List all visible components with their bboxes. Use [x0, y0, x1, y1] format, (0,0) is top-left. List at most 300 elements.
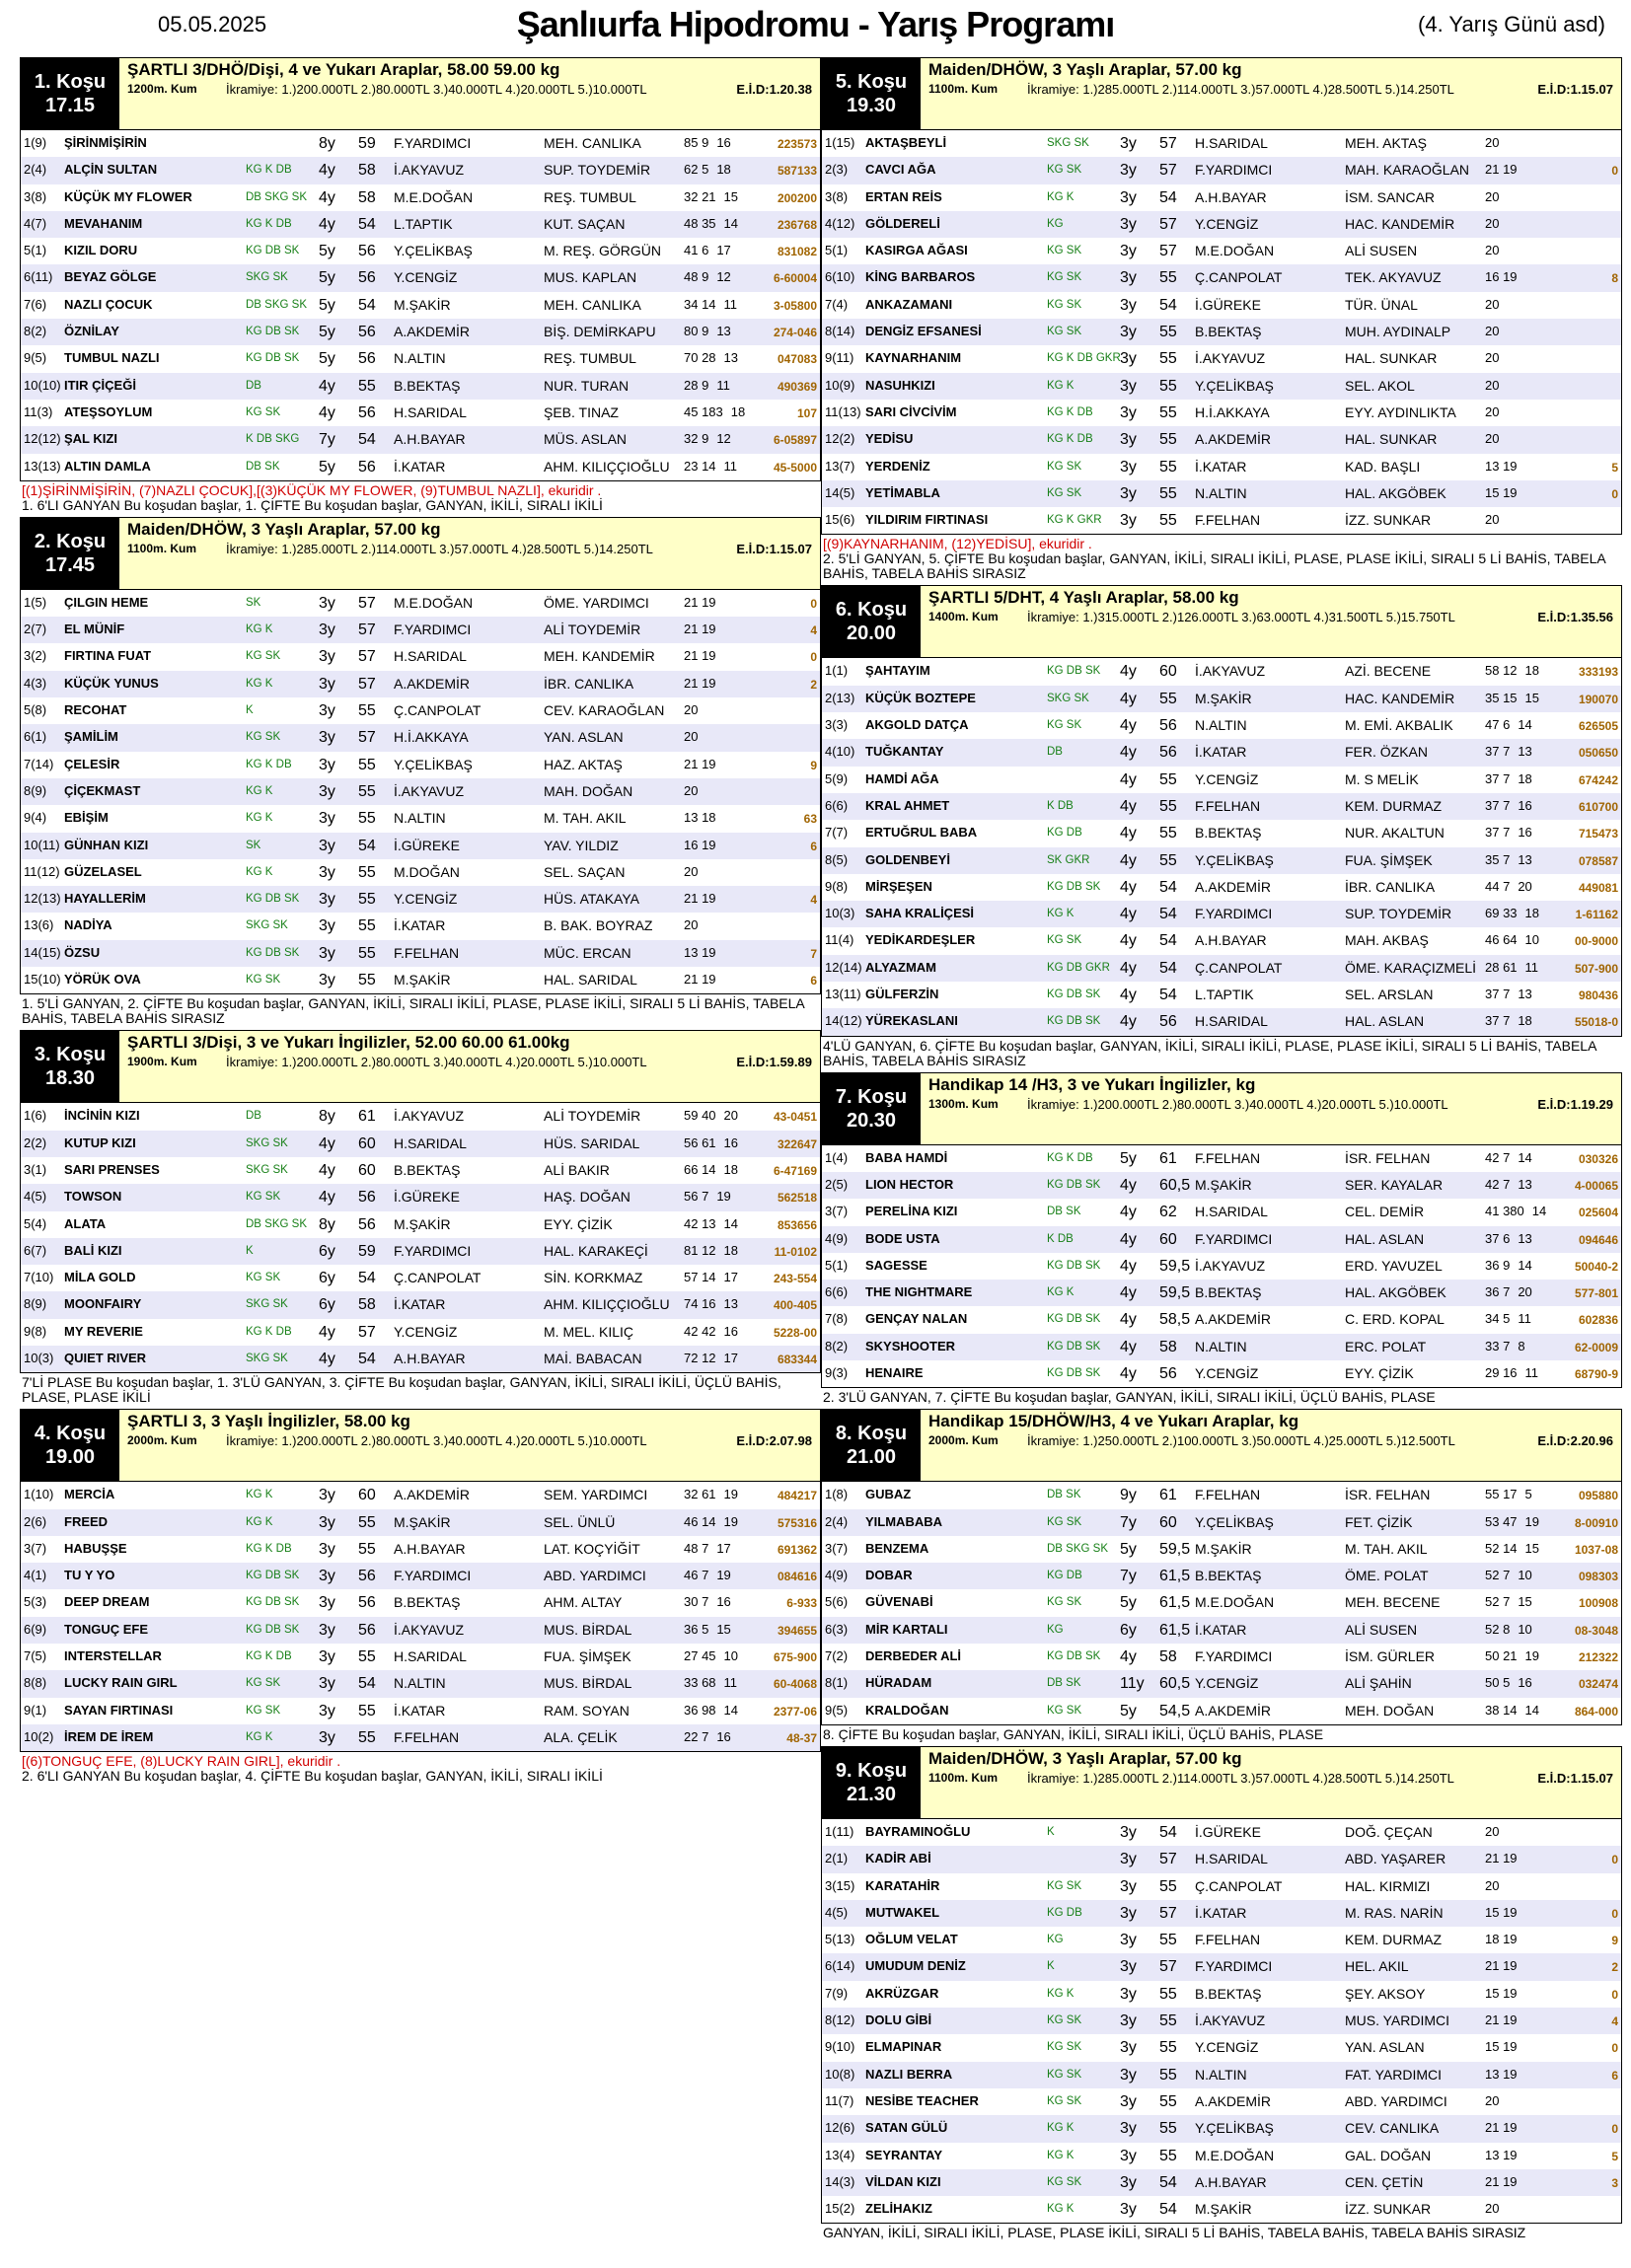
jockey-name: H.SARIDAL [1195, 135, 1268, 151]
form-figures-a: 21 19 [1485, 1851, 1518, 1866]
jockey-name: A.H.BAYAR [1195, 932, 1267, 949]
last-runs: 831082 [777, 245, 817, 259]
last-runs: 48-37 [786, 1730, 817, 1745]
race-header [821, 57, 1622, 130]
form-figures-a: 30 7 [684, 1594, 709, 1610]
runner-row [822, 1563, 1621, 1589]
owner-name: HAL. KARAKEÇİ [544, 1242, 648, 1259]
form-figures [1485, 1284, 1532, 1299]
horse-weight: 57 [358, 648, 376, 666]
form-figures [684, 243, 731, 257]
last-runs: 62-0009 [1574, 1340, 1618, 1354]
horse-name: SATAN GÜLÜ [865, 2120, 948, 2136]
horse-age: 3y [1120, 403, 1137, 421]
form-figures [1485, 1622, 1532, 1637]
horse-age: 3y [319, 1648, 335, 1666]
race-prize: İkramiye: 1.)285.000TL 2.)114.000TL 3.)57.000TL 4.)28.500TL 5.)14.250TL [226, 541, 653, 556]
form-figures [684, 378, 730, 393]
horse-name: YEDİKARDEŞLER [865, 932, 976, 948]
horse-age: 6y [319, 1296, 335, 1314]
horse-weight: 54 [358, 837, 376, 854]
horse-number: 3(3) [825, 717, 849, 733]
horse-number: 12(14) [825, 959, 862, 975]
jockey-name: H.SARIDAL [394, 1648, 467, 1665]
race-number-box [21, 1031, 119, 1102]
form-figures-a: 13 19 [1485, 458, 1518, 474]
form-figures [1485, 1177, 1532, 1192]
last-runs: 243-554 [773, 1272, 817, 1286]
race-distance: 1100m. Kum [928, 1770, 999, 1785]
owner-name: İBR. CANLIKA [1345, 878, 1436, 895]
last-runs: 236768 [777, 217, 817, 232]
race-time: 21.30 [846, 1783, 897, 1805]
form-figures-b: 16 [1518, 825, 1532, 841]
horse-age: 7y [1120, 1513, 1137, 1531]
jockey-name: Y.CENGİZ [394, 891, 458, 908]
form-figures-a: 20 [684, 782, 699, 798]
horse-age: 3y [1120, 2092, 1137, 2110]
horse-age: 4y [319, 377, 335, 395]
form-figures-b: 15 [716, 1621, 731, 1637]
horse-number: 5(1) [825, 243, 849, 258]
race-notes [821, 1388, 1622, 1409]
jockey-name: Ç.CANPOLAT [1195, 1877, 1283, 1894]
last-runs: 190070 [1578, 692, 1618, 706]
last-runs: 078587 [1578, 853, 1618, 868]
horse-age: 3y [319, 810, 335, 828]
form-figures-a: 38 14 [1485, 1702, 1518, 1718]
last-runs: 4-00065 [1574, 1178, 1618, 1193]
form-figures-a: 28 61 [1485, 959, 1518, 975]
last-runs: 0 [1611, 1853, 1618, 1867]
form-figures [1485, 1675, 1532, 1690]
horse-name: AKTAŞBEYLİ [865, 135, 947, 150]
horse-age: 3y [1120, 162, 1137, 180]
runner-row [822, 2143, 1621, 2169]
runner-row [822, 712, 1621, 739]
jockey-name: M.E.DOĞAN [394, 594, 474, 611]
equipment: DB SK [1047, 1489, 1081, 1501]
equipment: KG DB SK [1047, 1340, 1101, 1353]
last-runs: 200200 [777, 190, 817, 205]
jockey-name: İ.AKYAVUZ [394, 1108, 465, 1125]
runner-row [822, 1981, 1621, 2008]
horse-age: 6y [1120, 1621, 1137, 1639]
last-runs: 0 [1611, 486, 1618, 501]
equipment: KG SK [246, 1704, 281, 1717]
form-figures [684, 324, 731, 338]
horse-name: İREM DE İREM [64, 1728, 154, 1744]
form-figures [1485, 1932, 1518, 1946]
jockey-name: F.FELHAN [1195, 1149, 1261, 1166]
form-figures-a: 22 7 [684, 1728, 709, 1744]
form-figures-a: 21 19 [684, 891, 716, 907]
horse-number: 6(11) [24, 269, 53, 285]
horse-number: 2(4) [24, 162, 47, 178]
jockey-name: A.AKDEMİR [1195, 1702, 1272, 1719]
form-figures-b: 19 [1524, 1648, 1540, 1664]
form-figures [1485, 378, 1499, 393]
runner-row [822, 1819, 1621, 1846]
race-number-box [822, 1073, 921, 1144]
race-number: 6. Koşu [835, 599, 908, 622]
form-figures-a: 20 [1485, 2201, 1500, 2217]
runner-row [822, 2169, 1621, 2196]
form-figures-b: 8 [1518, 1338, 1525, 1353]
form-figures [684, 622, 716, 636]
last-runs: 6-933 [786, 1596, 817, 1611]
equipment: DB [1047, 746, 1063, 759]
jockey-name: N.ALTIN [1195, 484, 1247, 501]
horse-name: GÜVENABİ [865, 1594, 933, 1610]
form-figures [1485, 1514, 1539, 1529]
form-figures-a: 47 6 [1485, 717, 1511, 733]
owner-name: LAT. KOÇYİĞİT [544, 1540, 640, 1557]
horse-number: 8(9) [24, 1296, 47, 1312]
form-figures [684, 216, 738, 231]
equipment: KG K [1047, 2149, 1075, 2161]
horse-age: 3y [1120, 296, 1137, 314]
race-block [821, 57, 1622, 585]
horse-weight: 56 [358, 243, 376, 260]
equipment: KG SK [246, 1272, 281, 1284]
race-time: 20.30 [846, 1109, 897, 1132]
jockey-name: İ.AKYAVUZ [1195, 2012, 1266, 2029]
horse-weight: 55 [1159, 851, 1177, 869]
race-prize: İkramiye: 1.)200.000TL 2.)80.000TL 3.)40.000TL 4.)20.000TL 5.)10.000TL [226, 1055, 647, 1070]
owner-name: CEN. ÇETİN [1345, 2173, 1424, 2190]
jockey-name: F.YARDIMCI [394, 135, 472, 151]
jockey-name: M.ŞAKİR [394, 972, 451, 988]
horse-name: ELMAPINAR [865, 2039, 942, 2055]
horse-age: 4y [319, 1134, 335, 1152]
horse-name: İNCİNİN KIZI [64, 1108, 140, 1124]
horse-number: 7(4) [825, 296, 849, 312]
equipment: KG K [246, 677, 273, 690]
horse-name: GÜNHAN KIZI [64, 837, 149, 852]
horse-number: 1(4) [825, 1149, 849, 1165]
jockey-name: Y.CENGİZ [1195, 2039, 1259, 2056]
runner-row [21, 426, 820, 453]
race-block [821, 1072, 1622, 1410]
last-runs: 212322 [1578, 1650, 1618, 1665]
form-figures [1485, 1648, 1539, 1663]
equipment: SKG SK [1047, 692, 1089, 704]
runner-row [21, 1265, 820, 1291]
horse-weight: 59,5 [1159, 1540, 1191, 1558]
horse-number: 5(1) [24, 243, 47, 258]
equipment: KG K DB [1047, 1151, 1093, 1164]
race-info [921, 1747, 1621, 1818]
horse-number: 14(12) [825, 1013, 862, 1029]
form-figures [684, 1270, 738, 1284]
last-runs: 047083 [777, 352, 817, 367]
form-figures-b: 16 [716, 1728, 731, 1744]
owner-name: ALİ TOYDEMİR [544, 1108, 641, 1125]
last-runs: 08-3048 [1574, 1623, 1618, 1638]
horse-age: 3y [1120, 188, 1137, 206]
horse-number: 11(13) [825, 403, 861, 419]
runner-row [822, 184, 1621, 211]
horse-age: 3y [1120, 2120, 1137, 2138]
horse-name: SARI CİVCİVİM [865, 403, 957, 419]
horse-name: ÇİÇEKMAST [64, 782, 141, 798]
form-figures [1485, 2067, 1518, 2082]
owner-name: REŞ. TUMBUL [544, 350, 636, 367]
form-figures-a: 62 5 [684, 162, 709, 178]
jockey-name: N.ALTIN [1195, 717, 1247, 734]
form-figures-a: 53 47 [1485, 1513, 1518, 1529]
owner-name: MAH. DOĞAN [544, 782, 633, 799]
horse-number: 9(10) [825, 2039, 855, 2055]
equipment: KG DB SK [1047, 988, 1101, 1001]
equipment: KG SK [246, 405, 281, 418]
equipment: K [1047, 1825, 1055, 1838]
jockey-name: Y.CENGİZ [1195, 215, 1259, 232]
runner-row [822, 1873, 1621, 1900]
horse-name: ALÇİN SULTAN [64, 162, 158, 178]
horse-age: 4y [1120, 878, 1137, 896]
owner-name: KEM. DURMAZ [1345, 1932, 1442, 1948]
horse-age: 3y [319, 1728, 335, 1746]
runner-row [21, 130, 820, 157]
horse-name: MİR KARTALI [865, 1621, 948, 1637]
form-figures-a: 52 7 [1485, 1594, 1511, 1610]
equipment: KG DB SK [246, 1570, 300, 1582]
form-figures [684, 891, 716, 906]
horse-age: 5y [319, 324, 335, 341]
horse-name: AKRÜZGAR [865, 1985, 939, 2001]
form-figures [684, 1568, 731, 1582]
jockey-name: İ.GÜREKE [1195, 1823, 1261, 1840]
runner-row [822, 400, 1621, 426]
form-figures [1485, 189, 1499, 204]
horse-weight: 57 [358, 622, 376, 639]
horse-weight: 60 [1159, 663, 1177, 681]
equipment: KG DB [1047, 827, 1082, 840]
horse-weight: 56 [358, 269, 376, 287]
horse-age: 3y [1120, 1932, 1137, 1949]
race-number-box [21, 518, 119, 589]
bet-types-note: 2. 6'LI GANYAN Bu koşudan başlar, 4. ÇİFTE Bu koşudan başlar, GANYAN, İKİLİ, SIRALI İKİLİ [22, 1768, 603, 1785]
horse-age: 5y [319, 458, 335, 476]
last-runs: 683344 [777, 1352, 817, 1366]
horse-weight: 55 [358, 810, 376, 828]
form-figures [684, 1541, 731, 1556]
form-figures [684, 1594, 731, 1609]
form-figures-b: 13 [1518, 744, 1532, 760]
horse-weight: 55 [1159, 1932, 1177, 1949]
last-runs: 626505 [1578, 719, 1618, 734]
horse-name: KARATAHİR [865, 1877, 940, 1893]
runner-row [21, 1536, 820, 1563]
horse-number: 8(2) [825, 1338, 849, 1353]
jockey-name: Ç.CANPOLAT [1195, 959, 1283, 976]
horse-age: 3y [319, 1594, 335, 1612]
horse-weight: 55 [1159, 2120, 1177, 2138]
form-figures [1485, 2039, 1518, 2054]
horse-age: 4y [1120, 690, 1137, 707]
form-figures-b: 17 [723, 1350, 739, 1365]
horse-age: 3y [319, 1487, 335, 1504]
runner-row [822, 130, 1621, 157]
form-figures [684, 648, 716, 663]
race-number-box [21, 1410, 119, 1481]
jockey-name: İ.KATAR [394, 1702, 446, 1719]
horse-name: KUTUP KIZI [64, 1134, 136, 1150]
equipment: KG SK [1047, 719, 1082, 732]
runner-row [21, 1563, 820, 1589]
horse-age: 3y [1120, 269, 1137, 287]
horse-age: 3y [319, 1621, 335, 1639]
horse-weight: 54 [358, 1675, 376, 1693]
form-figures-b: 19 [716, 1189, 731, 1205]
horse-name: DOBAR [865, 1568, 913, 1583]
horse-weight: 55 [1159, 1985, 1177, 2003]
form-figures-a: 28 9 [684, 377, 709, 393]
horse-age: 3y [319, 782, 335, 800]
jockey-name: F.FELHAN [394, 944, 460, 961]
last-runs: 107 [796, 405, 817, 420]
last-runs: 602836 [1578, 1313, 1618, 1328]
horse-name: SARI PRENSES [64, 1161, 160, 1177]
jockey-name: M.E.DOĞAN [1195, 2147, 1275, 2163]
form-figures-b: 13 [1518, 1176, 1532, 1192]
race-notes [821, 1725, 1622, 1746]
owner-name: AHM. KILIÇÇIOĞLU [544, 1296, 670, 1313]
horse-name: YEDİSU [865, 431, 914, 447]
horse-weight: 61 [358, 1108, 376, 1126]
jockey-name: A.H.BAYAR [394, 431, 466, 448]
horse-weight: 57 [1159, 215, 1177, 233]
horse-age: 4y [319, 1323, 335, 1341]
owner-name: SUP. TOYDEMİR [544, 162, 651, 179]
horse-name: VİLDAN KIZI [865, 2173, 941, 2189]
runner-row [822, 1280, 1621, 1306]
form-figures-b: 10 [1518, 1621, 1532, 1637]
jockey-name: İ.KATAR [1195, 1621, 1247, 1638]
horse-weight: 55 [358, 944, 376, 962]
horse-weight: 55 [358, 1702, 376, 1719]
equipment: K [246, 1244, 254, 1257]
horse-number: 10(3) [24, 1350, 54, 1365]
owner-name: KUT. SAÇAN [544, 215, 626, 232]
horse-name: KÜÇÜK YUNUS [64, 675, 159, 691]
form-figures [684, 269, 731, 284]
form-figures-a: 15 19 [1485, 1985, 1518, 2001]
equipment: K [1047, 1960, 1055, 1973]
horse-weight: 56 [358, 1215, 376, 1233]
owner-name: HAL. ASLAN [1345, 1230, 1425, 1247]
form-figures-a: 20 [1485, 188, 1500, 204]
last-runs: 032474 [1578, 1677, 1618, 1692]
race-prize: İkramiye: 1.)200.000TL 2.)80.000TL 3.)40.000TL 4.)20.000TL 5.)10.000TL [1027, 1096, 1448, 1112]
runner-row [21, 913, 820, 939]
last-runs: 577-801 [1574, 1286, 1618, 1301]
jockey-name: H.SARIDAL [1195, 1013, 1268, 1030]
horse-weight: 54 [1159, 906, 1177, 923]
horse-name: ÖZNİLAY [64, 324, 119, 339]
form-figures-b: 16 [1518, 797, 1532, 813]
race-conditions: ŞARTLI 3, 3 Yaşlı İngilizler, 58.00 kg [127, 1412, 410, 1431]
runner-row [21, 671, 820, 697]
horse-name: MİRŞEŞEN [865, 878, 932, 894]
horse-number: 4(7) [24, 215, 47, 231]
form-figures-a: 16 19 [684, 837, 716, 852]
jockey-name: F.YARDIMCI [1195, 1958, 1273, 1975]
owner-name: ÖME. KARAÇIZMELİ [1345, 959, 1477, 976]
form-figures-b: 10 [1518, 1568, 1532, 1583]
equipment: KG K [246, 865, 273, 878]
form-figures-a: 56 61 [684, 1134, 716, 1150]
horse-weight: 57 [358, 729, 376, 747]
race-header [20, 1030, 821, 1103]
last-runs: 490369 [777, 379, 817, 394]
last-runs: 0 [1611, 1987, 1618, 2002]
form-figures [684, 1675, 737, 1690]
horse-age: 4y [319, 1189, 335, 1207]
owner-name: MAH. KARAOĞLAN [1345, 162, 1470, 179]
horse-weight: 61,5 [1159, 1594, 1191, 1612]
horse-age: 3y [1120, 1958, 1137, 1976]
form-figures-a: 21 19 [1485, 2012, 1518, 2028]
last-runs: 562518 [777, 1191, 817, 1206]
runner-row [822, 1509, 1621, 1536]
last-runs: 5228-00 [773, 1325, 817, 1340]
last-runs: 68790-9 [1574, 1366, 1618, 1381]
owner-name: ŞEY. AKSOY [1345, 1985, 1426, 2002]
owner-name: EYY. AYDINLIKTA [1345, 403, 1456, 420]
last-runs: 8 [1611, 271, 1618, 286]
jockey-name: İ.KATAR [394, 917, 446, 934]
runner-row [822, 847, 1621, 874]
form-figures-a: 37 6 [1485, 1230, 1511, 1246]
runner-row [21, 1346, 820, 1372]
race-block [821, 1746, 1622, 2244]
runner-row [822, 901, 1621, 927]
owner-name: HAL. AKGÖBEK [1345, 484, 1446, 501]
horse-number: 6(7) [24, 1242, 47, 1258]
race-notes [20, 481, 821, 517]
form-figures [1485, 1594, 1532, 1609]
horse-name: GÖLDERELİ [865, 215, 940, 231]
last-runs: 394655 [777, 1623, 817, 1638]
form-figures [1485, 987, 1532, 1001]
form-figures-b: 5 [1524, 1487, 1532, 1502]
jockey-name: İ.KATAR [1195, 744, 1247, 761]
race-header [821, 1072, 1622, 1145]
form-figures-b: 14 [1531, 1204, 1547, 1219]
horse-age: 3y [319, 891, 335, 909]
owner-name: HAL. SUNKAR [1345, 350, 1438, 367]
horse-number: 3(1) [24, 1161, 47, 1177]
jockey-name: A.AKDEMİR [1195, 431, 1272, 448]
horse-name: MOONFAIRY [64, 1296, 142, 1312]
equipment: KG K [1047, 908, 1075, 920]
horse-age: 5y [319, 269, 335, 287]
last-runs: 0 [1611, 164, 1618, 179]
jockey-name: M.DOĞAN [394, 863, 460, 880]
horse-number: 8(1) [825, 1675, 849, 1691]
form-figures [684, 459, 737, 474]
horse-name: THE NIGHTMARE [865, 1284, 973, 1300]
owner-name: MAH. AKBAŞ [1345, 932, 1429, 949]
horse-name: SAGESSE [865, 1257, 927, 1273]
horse-name: HAYALLERİM [64, 891, 146, 907]
jockey-name: Y.CENGİZ [1195, 1675, 1259, 1692]
runner-row [21, 724, 820, 751]
form-figures-b: 11 [1524, 1364, 1539, 1380]
